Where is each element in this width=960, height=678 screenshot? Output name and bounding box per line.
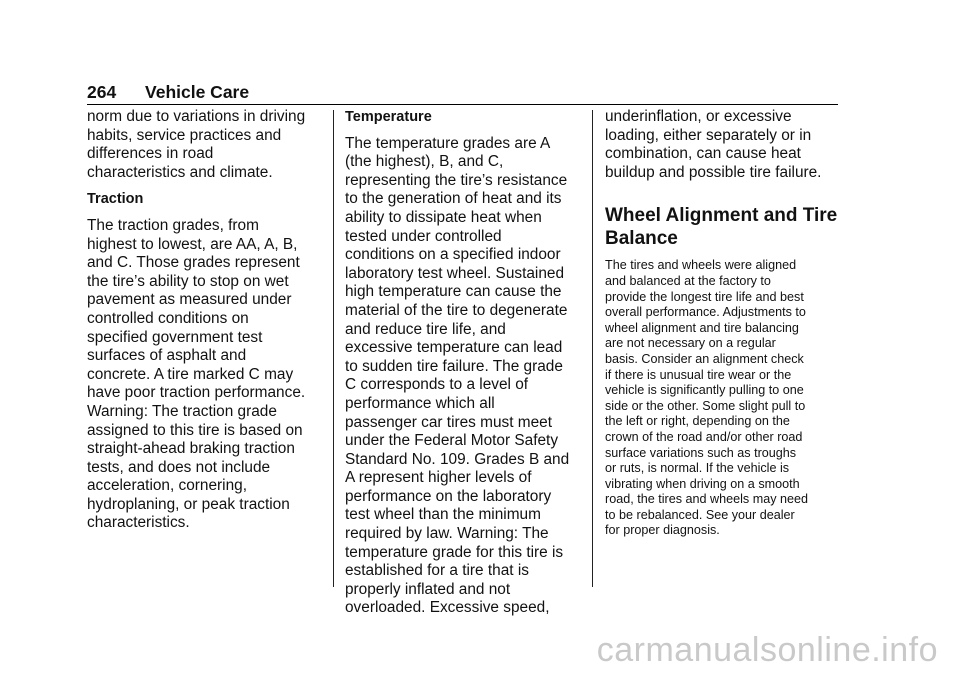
column-right	[605, 108, 841, 539]
temperature-heading: Temperature	[345, 109, 432, 125]
page-header	[87, 80, 838, 105]
continuation-paragraph: underinflation, or excessive loading, either separately or in combination, can cause heat buildup and possible tire failure.	[605, 108, 822, 181]
traction-heading: Traction	[87, 191, 144, 208]
wheel-alignment-paragraph: The tires and wheels were aligned and balanced at the factory to provide the longest tire life and best overall performance. Adjustments to wheel alignment and tire balancing are not necessary on a regular basis. Consider an alignment check if there is unusual tire wear or the vehicle is significantly pulling to one side or the other. Some slight pull to the left or right, depending on the crown of the road and/or other road surface variations such as troughs or ruts, is normal. If the vehicle is vibrating when driving on a smooth road, the tires and wheels may need to be rebalanced. See your dealer for proper diagnosis.	[605, 258, 809, 538]
watermark: carmanualsonline.info	[596, 631, 938, 669]
column-divider	[333, 110, 334, 587]
traction-paragraph: The traction grades, from highest to lowest, are AA, A, B, and C. Those grades represent the tire’s ability to stop on wet pavement as measured under controlled conditions on specified government test surfaces of asphalt and concrete. A tire marked C may have poor traction performance. Warning: The traction grade assigned to this tire is based on straight-ahead braking traction tests, and does not include acceleration, cornering, hydroplaning, or peak traction characteristics.	[87, 216, 306, 532]
wheel-alignment-heading: Wheel Alignment and Tire Balance	[605, 205, 838, 250]
intro-paragraph: norm due to variations in driving habits, service practices and differences in road characteristics and climate.	[87, 108, 306, 181]
column-middle	[345, 108, 585, 626]
temperature-paragraph: The temperature grades are A (the highest), B, and C, representing the tire’s resistance to the generation of heat and its ability to dissipate heat when tested under controlled conditions on a specified indoor laboratory test wheel. Sustained high temperature can cause the material of the tire to degenerate and reduce tire life, and excessive temperature can lead to sudden tire failure. The grade C corresponds to a level of performance which all passenger car tires must meet under the Federal Motor Safety Standard No. 109. Grades B and A represent higher levels of performance on the laboratory test wheel than the minimum required by law. Warning: The temperature grade for this tire is established for a tire that is properly inflated and not overloaded. Excessive speed,	[345, 134, 570, 617]
page-number: 264	[87, 82, 117, 102]
column-left	[87, 108, 327, 541]
column-divider	[592, 110, 593, 587]
section-title: Vehicle Care	[145, 82, 250, 102]
